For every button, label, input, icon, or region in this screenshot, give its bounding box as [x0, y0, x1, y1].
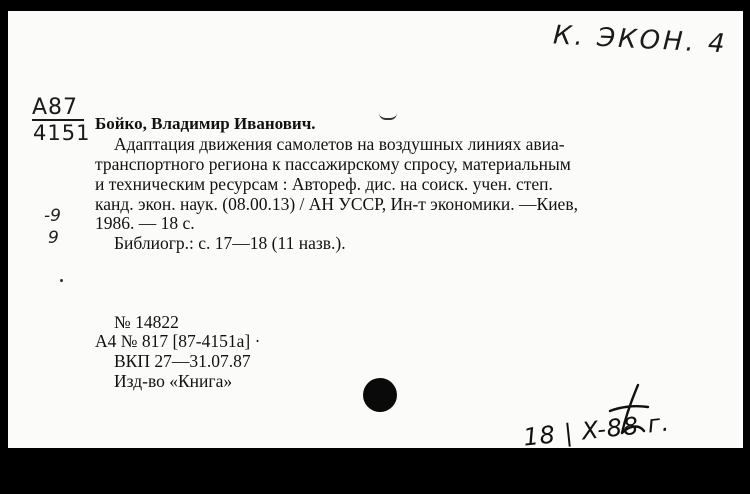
catalog-card	[8, 11, 743, 452]
description-line: 1986. — 18 с.	[95, 213, 195, 233]
ink-dot	[60, 279, 63, 282]
vkp-reference: ВКП 27—31.07.87	[114, 351, 251, 371]
punch-hole	[363, 378, 397, 412]
catalog-reference: А4 № 817 [87-4151а] ·	[95, 331, 261, 351]
shelf-code-bottom: 4151	[33, 121, 91, 145]
bibliography-line: Библиогр.: с. 17—18 (11 назв.).	[114, 233, 346, 253]
margin-mark-second: 9	[48, 228, 59, 248]
shelf-code-top	[32, 95, 84, 121]
shelf-code-top-text: А87	[32, 95, 79, 120]
description-line: канд. экон. наук. (08.00.13) / АН УССР, Ин-т экономики. —Киев,	[95, 194, 578, 214]
handwritten-index: К. ЭКОН. 4	[552, 20, 729, 60]
margin-mark-first: -9	[44, 206, 61, 226]
ink-squiggle	[379, 113, 397, 120]
signature-mark	[598, 381, 658, 451]
description-line: транспортного региона к пассажирскому спросу, материальным	[95, 154, 571, 174]
description-line: Адаптация движения самолетов на воздушных линиях авиа-	[114, 134, 565, 154]
record-number: № 14822	[114, 312, 179, 332]
handwritten-date: 18 | X-88 г.	[521, 408, 672, 452]
description-line: и техническим ресурсам : Автореф. дис. на соиск. учен. степ.	[95, 174, 553, 194]
publisher-line: Изд-во «Книга»	[114, 371, 233, 391]
author-heading: Бойко, Владимир Иванович.	[95, 114, 316, 133]
